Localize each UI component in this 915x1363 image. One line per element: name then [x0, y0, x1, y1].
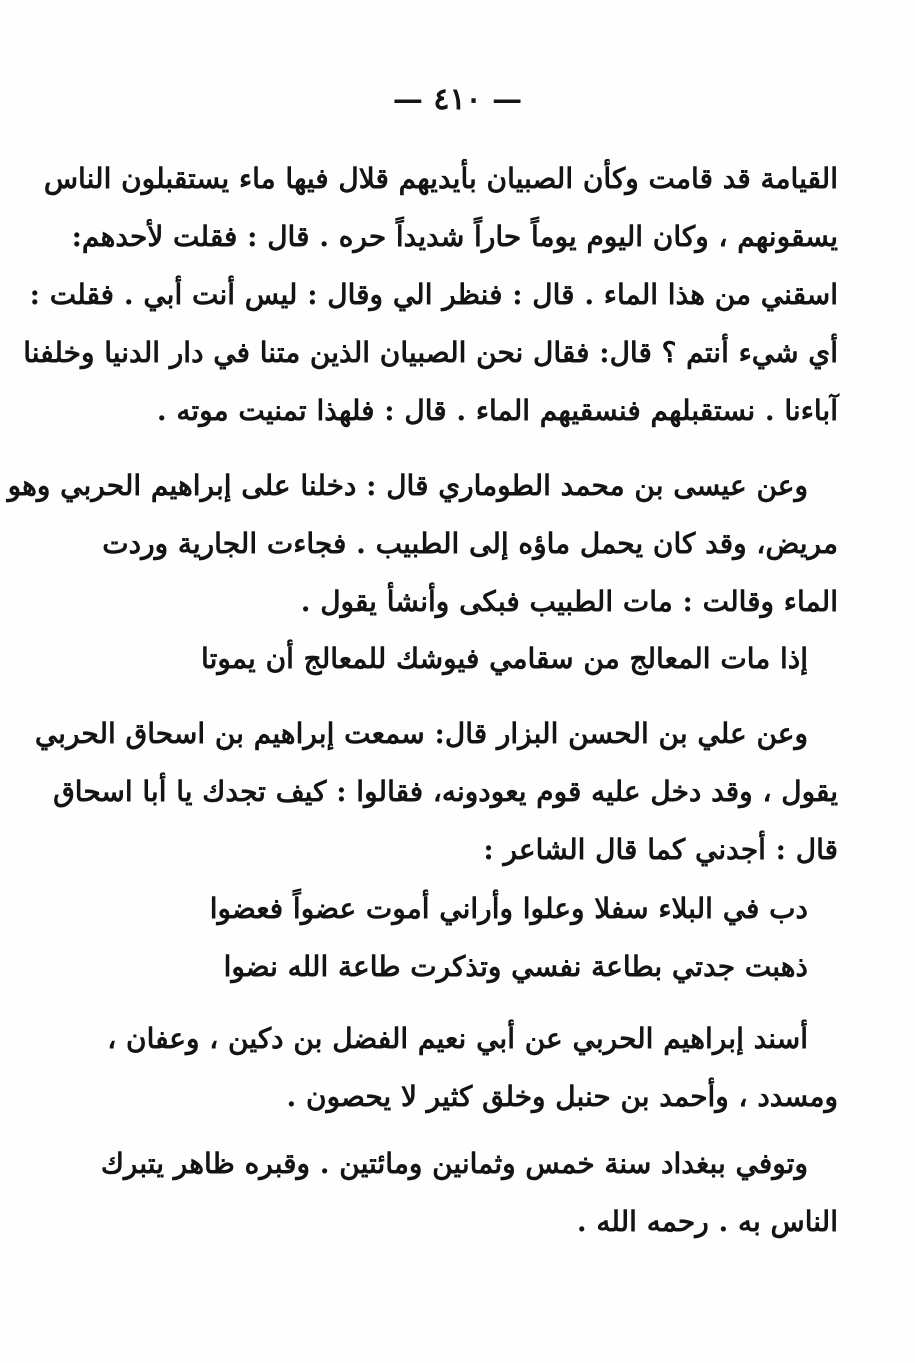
text-line: الناس به . رحمه الله .: [576, 1205, 838, 1238]
verse-line: دب في البلاء سفلا وعلوا وأراني أموت عضواً فعضوا: [209, 892, 808, 925]
verse-2: [148, 880, 838, 996]
paragraph-5: [100, 1135, 838, 1251]
text-line: ومسدد ، وأحمد بن حنبل وخلق كثير لا يحصون .: [286, 1080, 838, 1113]
text-line: الماء وقالت : مات الطبيب فبكى وأنشأ يقول .: [300, 585, 838, 618]
page-number: — ٤١٠ —: [392, 82, 523, 117]
verse-line: إذا مات المعالج من سقامي فيوشك للمعالج أن يموتا: [201, 642, 808, 675]
paragraph-1: [23, 150, 838, 440]
text-line: وتوفي ببغداد سنة خمس وثمانين ومائتين . وقبره ظاهر يتبرك: [100, 1147, 808, 1180]
paragraph-3: [34, 705, 838, 879]
paragraph-4: [107, 1010, 838, 1126]
text-line: يسقونهم ، وكان اليوم يوماً حاراً شديداً حره . قال : فقلت لأحدهم:: [71, 220, 838, 253]
text-line: اسقني من هذا الماء . قال : فنظر الي وقال : ليس أنت أبي . فقلت :: [29, 278, 838, 311]
text-line: قال : أجدني كما قال الشاعر :: [483, 833, 838, 866]
text-line: مريض، وقد كان يحمل ماؤه إلى الطبيب . فجاءت الجارية وردت: [102, 527, 838, 560]
text-line: أي شيء أنتم ؟ قال: فقال نحن الصبيان الذين متنا في دار الدنيا وخلفنا: [23, 336, 838, 369]
verse-line: ذهبت جدتي بطاعة نفسي وتذكرت طاعة الله نضوا: [223, 950, 808, 983]
verse-1: [148, 630, 838, 688]
text-line: وعن علي بن الحسن البزار قال: سمعت إبراهيم بن اسحاق الحربي: [34, 717, 808, 750]
text-line: أسند إبراهيم الحربي عن أبي نعيم الفضل بن دكين ، وعفان ،: [107, 1022, 808, 1055]
paragraph-2: [7, 457, 838, 631]
text-line: القيامة قد قامت وكأن الصبيان بأيديهم قلال فيها ماء يستقبلون الناس: [43, 162, 838, 195]
text-line: وعن عيسى بن محمد الطوماري قال : دخلنا على إبراهيم الحربي وهو: [7, 469, 808, 502]
text-line: يقول ، وقد دخل عليه قوم يعودونه، فقالوا : كيف تجدك يا أبا اسحاق: [53, 775, 838, 808]
text-line: آباءنا . نستقبلهم فنسقيهم الماء . قال : فلهذا تمنيت موته .: [156, 394, 838, 427]
